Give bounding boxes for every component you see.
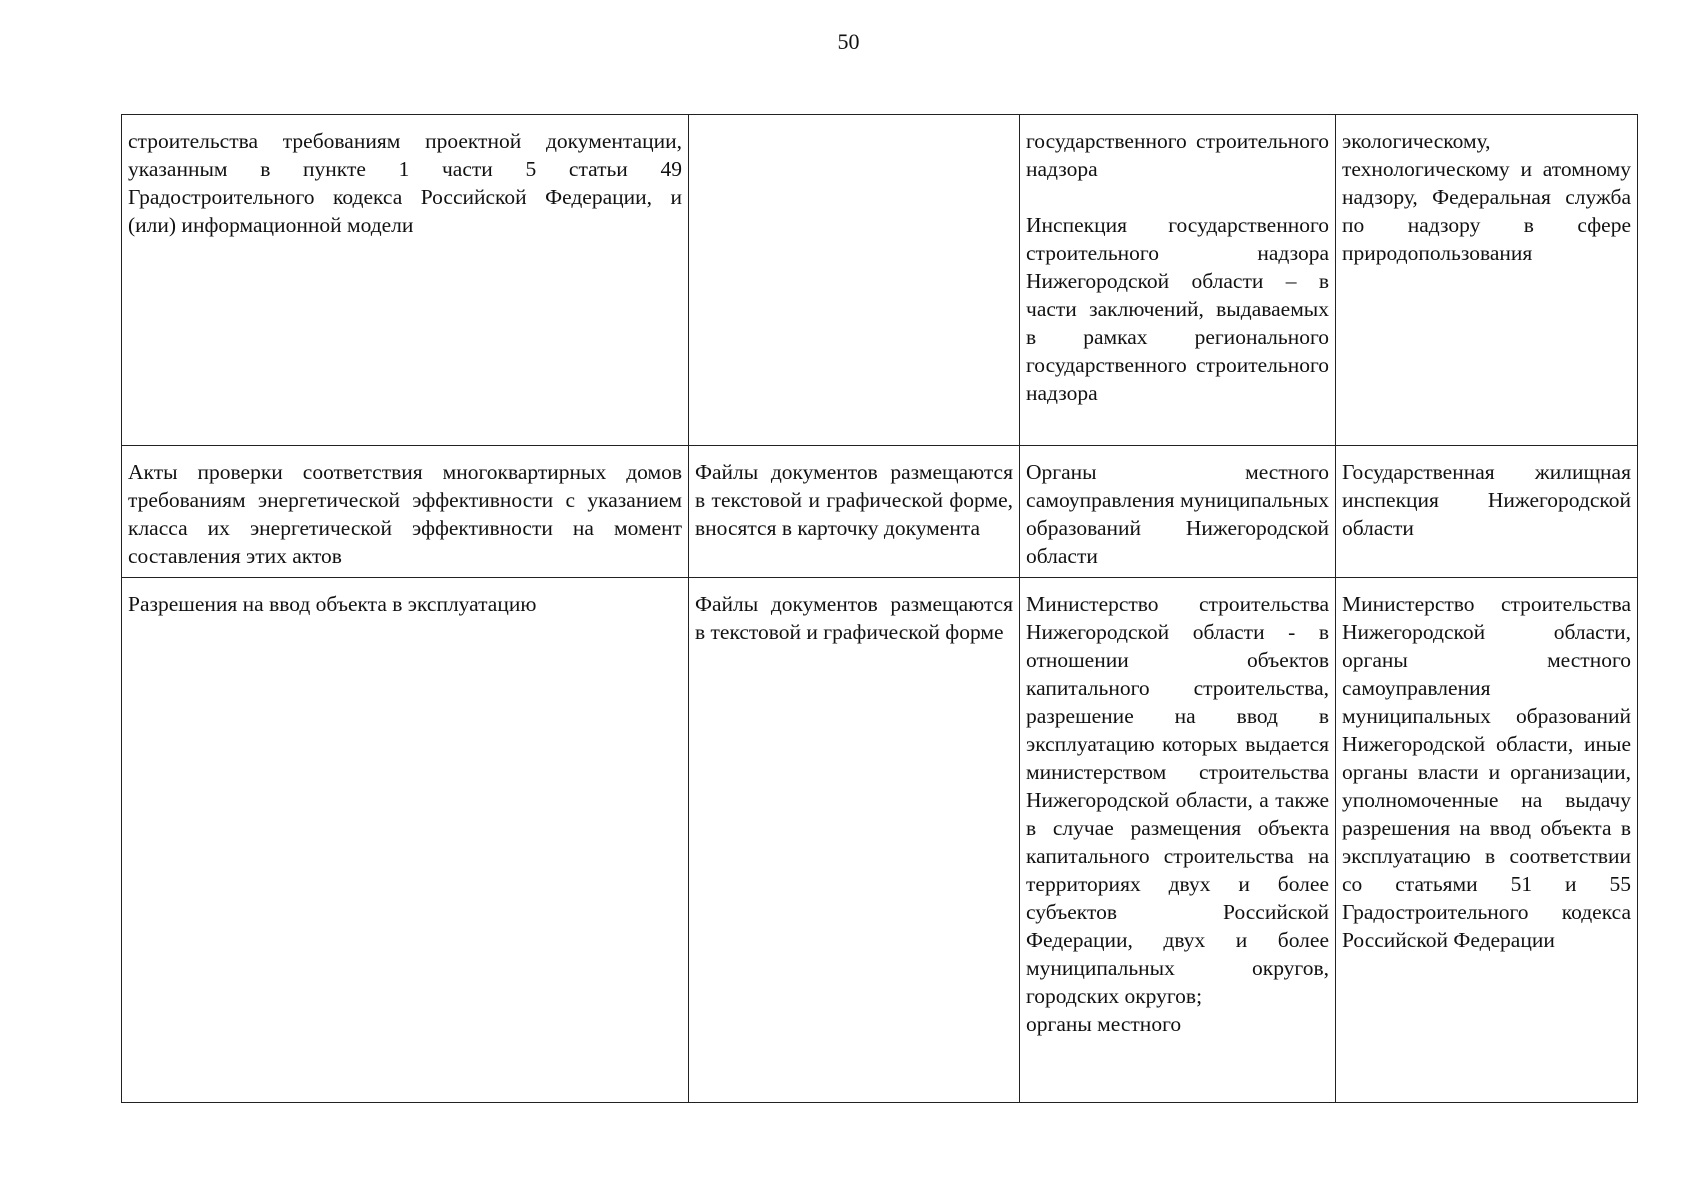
cell-text: Акты проверки соответствия многоквартирных домов требованиям энергетической эффективности с указанием класса их энергетической эффективности на момент составления этих актов: [128, 460, 682, 568]
provider-cell: [1020, 578, 1336, 1103]
provider-cell: [1020, 115, 1336, 446]
table-row: [122, 578, 1638, 1103]
file-format-cell: [689, 115, 1020, 446]
cell-text: Государственная жилищная инспекция Нижегородской области: [1342, 460, 1631, 540]
file-format-cell: [689, 446, 1020, 578]
document-table: [121, 114, 1638, 1103]
cell-text: органы местного: [1026, 1012, 1182, 1036]
cell-text: Органы местного самоуправления муниципальных образований Нижегородской области: [1026, 460, 1329, 568]
cell-text: Разрешения на ввод объекта в эксплуатацию: [128, 592, 537, 616]
document-type-cell: [122, 115, 689, 446]
provider-cell: [1020, 446, 1336, 578]
authority-cell: [1336, 115, 1638, 446]
cell-text: строительства требованиям проектной документации, указанным в пункте 1 части 5 статьи 49 Градостроительного кодекса Российской Федерации, и (или) информационной модели: [128, 129, 682, 237]
cell-text: Файлы документов размещаются в текстовой и графической форме, вносятся в карточку документа: [695, 460, 1013, 540]
authority-cell: [1336, 578, 1638, 1103]
table-row: [122, 115, 1638, 446]
cell-text: Министерство строительства Нижегородской области - в отношении объектов капитального строительства, разрешение на ввод в эксплуатацию которых выдается министерством строительства Нижегородской области, а также в случае размещения объекта капитального строительства на территориях двух и более субъектов Российской Федерации, двух и более муниципальных округов, городских округов;: [1026, 592, 1329, 1008]
page-number: 50: [837, 29, 860, 54]
cell-text: Министерство строительства Нижегородской области, органы местного самоуправления муниципальных образований Нижегородской области, иные органы власти и организации, уполномоченные на выдачу разрешения на ввод объекта в эксплуатацию в соответствии со статьями 51 и 55 Градостроительного кодекса Российской Федерации: [1342, 592, 1631, 952]
document-type-cell: [122, 446, 689, 578]
document-type-cell: [122, 578, 689, 1103]
cell-text: Инспекция государственного строительного надзора Нижегородской области – в части заключений, выдаваемых в рамках регионального государственного строительного надзора: [1026, 213, 1329, 405]
cell-text: государственного строительного надзора: [1026, 129, 1329, 181]
authority-cell: [1336, 446, 1638, 578]
table-row: [122, 446, 1638, 578]
cell-text: Файлы документов размещаются в текстовой и графической форме: [695, 592, 1013, 644]
cell-text: экологическому, технологическому и атомному надзору, Федеральная служба по надзору в сфере природопользования: [1342, 129, 1631, 265]
file-format-cell: [689, 578, 1020, 1103]
